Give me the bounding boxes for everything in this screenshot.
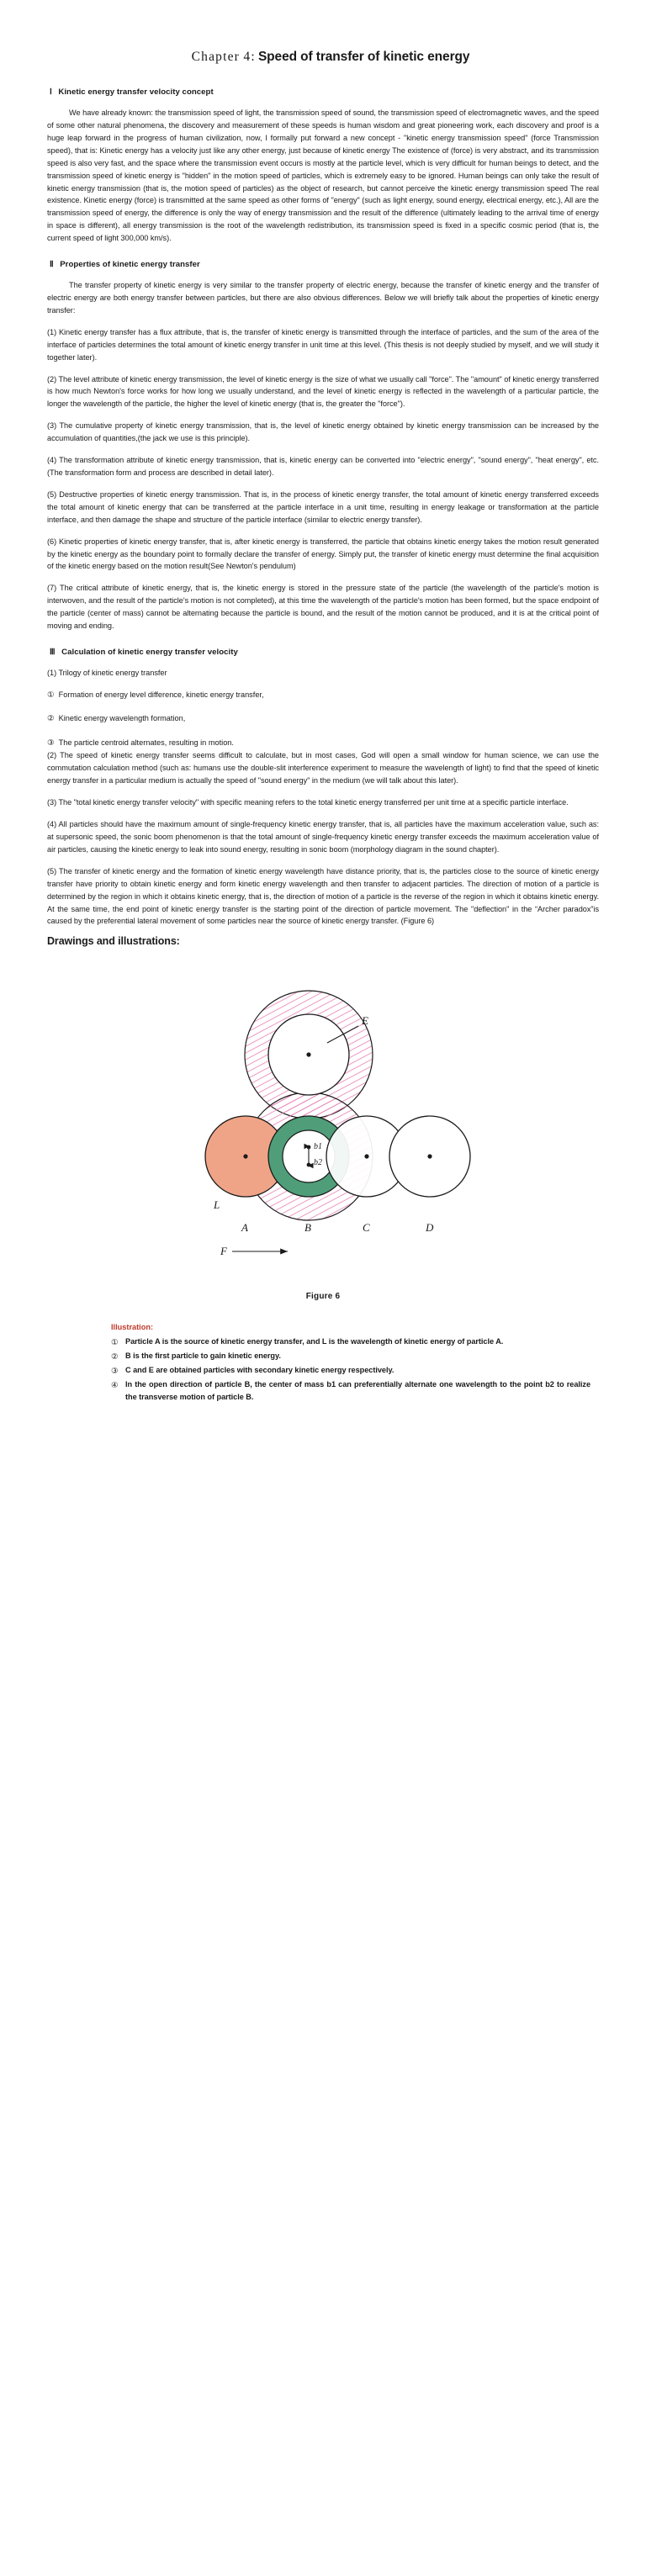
section-3-item-1: (1) Trilogy of kinetic energy transfer (47, 668, 167, 677)
section-3-item-5: (5) The transfer of kinetic energy and the formation of kinetic energy wavelength have distance priority, that is, the particles close to the source of kinetic energy transfer have priority to obtain kinetic energy and form kinetic energy wavelength and then transfer to adjacent particles. The direction of motion of a particle is determined by the region in which it obtains kinetic energy, that is, the direction of motion of a particle is the reverse of the region in which it obtains kinetic energy. At the same time, the end point of kinetic energy transfer is the starting point of the direction of particle movement. The "deflection" in the “Archer paradox”is caused by the preferential lateral movement of some particles near the source of kinetic energy transfer. (Figure 6) (47, 866, 599, 926)
section-2-item-4: (4) The transformation attribute of kinetic energy transmission, that is, kinetic energy can be converted into "electric energy", "sound energy", "heat energy", etc. (The transformation form and process are described in detail later). (47, 456, 599, 477)
centroid-dot-D (427, 1155, 432, 1159)
circled-text-3: The particle centroid alternates, resulting in motion. (58, 738, 234, 747)
illustration-item (111, 1336, 590, 1348)
chapter-number: 4 (243, 50, 252, 64)
circled-text-2: Kinetic energy wavelength formation, (58, 714, 186, 723)
illustration-item (111, 1364, 590, 1377)
label-B: B (304, 1221, 311, 1235)
section-2-intro: The transfer property of kinetic energy is very similar to the transfer property of electric energy, because the transfer of kinetic energy and the transfer of electric energy are both energy transfer between particles, but there are also obvious differences. Below we will briefly talk about the properties of kinetic energy transfer: (47, 281, 599, 315)
section-heading-1 (47, 87, 599, 97)
illustration-number-1: ① (111, 1337, 119, 1347)
section-title-3: Calculation of kinetic energy transfer velocity (61, 647, 238, 657)
illustration-number-3: ③ (111, 1366, 119, 1376)
section-numeral-2: Ⅱ (50, 260, 55, 270)
section-2-item-1: (1) Kinetic energy transfer has a flux attribute, that is, the transfer of kinetic energy is transmitted through the interface of particles, and the sum of the area of the interface of particles determines the total amount of kinetic energy transfer in unit time at this level. (This thesis is not deeply studied by myself, and we will study it together later). (47, 327, 599, 362)
section-3-circled-2 (47, 712, 599, 726)
centroid-dot-A (243, 1155, 247, 1159)
section-2-item-2: (2) The level attribute of kinetic energy transmission, the level of kinetic energy is the size of what we usually call "force". The "amount" of kinetic energy transferred is how much Newton's force works for how long we usually understand, and the level of kinetic energy is reflected in the wavelength of a particular particle, the longer the wavelength of the particle, the higher the level of kinetic energy (that is, the greater the "force"). (47, 374, 599, 409)
label-A: A (241, 1221, 248, 1235)
label-F: F (220, 1245, 227, 1258)
page-title (47, 49, 599, 66)
section-numeral-1: Ⅰ (50, 87, 53, 98)
figure-6-diagram (146, 952, 500, 1280)
illustration-text-4: In the open direction of particle B, the center of mass b1 can preferentially alternate one wavelength to the point b2 to realize the transverse motion of particle B. (125, 1380, 590, 1402)
centroid-dot-C (364, 1155, 368, 1159)
illustration-item (111, 1350, 590, 1362)
section-3-item-3: (3) The "total kinetic energy transfer velocity" with specific meaning refers to the total kinetic energy transferred per unit time at a specific particle interface. (47, 798, 569, 807)
figure-caption: Figure 6 (305, 1292, 341, 1302)
illustration-text-1: Particle A is the source of kinetic energy transfer, and L is the wavelength of kinetic energy of particle A. (125, 1337, 504, 1346)
label-C: C (363, 1221, 370, 1235)
illustration-text-2: B is the first particle to gain kinetic energy. (125, 1351, 281, 1361)
section-title-1: Kinetic energy transfer velocity concept (58, 87, 214, 98)
chapter-label: Chapter (191, 50, 241, 64)
title-colon: : (251, 50, 255, 64)
section-heading-3 (47, 648, 599, 657)
illustration-item (111, 1378, 590, 1403)
label-b1: b1 (314, 1142, 322, 1152)
centroid-dot-E (306, 1053, 310, 1057)
label-b2: b2 (314, 1158, 322, 1168)
circled-text-1: Formation of energy level difference, kinetic energy transfer, (58, 690, 264, 699)
circled-number-1: ① (47, 690, 55, 700)
section-2-item-7: (7) The critical attribute of kinetic energy, that is, the kinetic energy is stored in the pressure state of the particle (the wavelength of the particle's motion is interwoven, and the result of the particle's motion is not completed), at this time the wavelength of the particle's motion has been formed, but the space endpoint of the particle (center of mass) cannot be alternating because the particle is bound, and the result of the motion cannot be produced, and it is at the critical point of moving and ending. (47, 584, 599, 631)
figure-6-container (47, 952, 599, 1280)
circled-number-3: ③ (47, 738, 55, 748)
section-title-2: Properties of kinetic energy transfer (60, 260, 200, 270)
section-2-item-5: (5) Destructive properties of kinetic energy transmission. That is, in the process of kinetic energy transfer, the total amount of kinetic energy transferred exceeds the total amount of kinetic energy that can be transferred at the particle interface in a unit time, resulting in energy leakage or transformation at the particle interface, and then damage the shape and structure of the particle interface (similar to electric energy transfer). (47, 489, 599, 524)
label-L: L (214, 1198, 220, 1212)
section-2-item-3: (3) The cumulative property of kinetic energy transmission, that is, the level of kinetic energy obtained by kinetic energy transmission can be increased by the accumulation of quantities,(the jack we use is this principle). (47, 421, 599, 443)
section-3-circled-3 (47, 737, 599, 750)
illustration-block (47, 1323, 599, 1404)
illustration-title: Illustration: (111, 1323, 154, 1332)
section-numeral-3: Ⅲ (50, 647, 56, 657)
illustration-number-2: ② (111, 1351, 119, 1362)
section-3-circled-1 (47, 689, 599, 702)
section-heading-2 (47, 260, 599, 269)
section-2-item-6: (6) Kinetic properties of kinetic energy transfer, that is, after kinetic energy is transferred, the particle that obtains kinetic energy takes the motion result generated by the kinetic energy as the boundary point to formally declare the transfer of energy. Simply put, the transfer of kinetic energy must determine the final acquisition of the kinetic energy based on the motion result(See Newton's pendulum) (47, 537, 599, 571)
drawings-heading: Drawings and illustrations: (47, 935, 180, 948)
section-1-paragraph: We have already known: the transmission speed of light, the transmission speed of sound, the transmission speed of electromagnetic waves, and the speed of some other natural phenomena, the discovery and measurement of these speeds is human wisdom and great pioneering work, each discovery and proof is a huge leap forward in the progress of human civilization, now, I formally put forward a new concept - "kinetic energy transmission speed" (force Transmission speed), that is: Kinetic energy has a velocity just like any other energy, just because of kinetic energy The existence of (force) is very abstract, and its transmission speed is also very fast, and the space where the transmission event occurs is mostly at the particle level, which is very difficult for human beings to detect, and the transmission speed of kinetic energy is "hidden" in the motion speed of particles, which is extremely easy to be ignored. Human beings can only take the result of kinetic energy transmission (that is, the motion speed of particles) as the object of research, but cannot perceive the kinetic energy transmission speed The real existence. Kinetic energy (force) is transmitted at the same speed as other forms of "energy" (such as light energy, sound energy, electrical energy, etc.), All are the transmission speed of energy, the difference is only the way of energy transmission and the result of the difference (ultimately leading to the arrival time of energy in space is different), all energy transmission is the root of the wavelength redistribution, its transmission speed is fixed in a specific cosmic period (that is, the current speed of light 300,000 km/s). (47, 108, 599, 243)
illustration-text-3: C and E are obtained particles with secondary kinetic energy respectively. (125, 1366, 394, 1375)
circled-number-2: ② (47, 714, 55, 724)
section-3-item-4: (4) All particles should have the maximum amount of single-frequency kinetic energy transfer, that is, all particles have the maximum acceleration value, such as: at supersonic speed, the sonic boom phenomenon is that the total amount of single-frequency kinetic energy transfer exceeds the maximum acceleration value of air particles, causing the kinetic energy to leak into sound energy, resulting in sonic boom (morphology diagram in the sound chapter). (47, 820, 599, 854)
section-3-item-2: (2) The speed of kinetic energy transfer seems difficult to calculate, but in most cases, God will open a small window for human science, we can use the commutation calculation method (such as: humans use the double-slit interference experiment to measure the wavelength of light) to find that the speed of kinetic energy transfer in a particular medium is actually the speed of "sound energy" in the medium (we will talk about this later). (47, 751, 599, 785)
chapter-name: Speed of transfer of kinetic energy (257, 50, 470, 64)
label-E: E (362, 1014, 368, 1028)
illustration-number-4: ④ (111, 1380, 119, 1390)
label-D: D (426, 1221, 434, 1235)
